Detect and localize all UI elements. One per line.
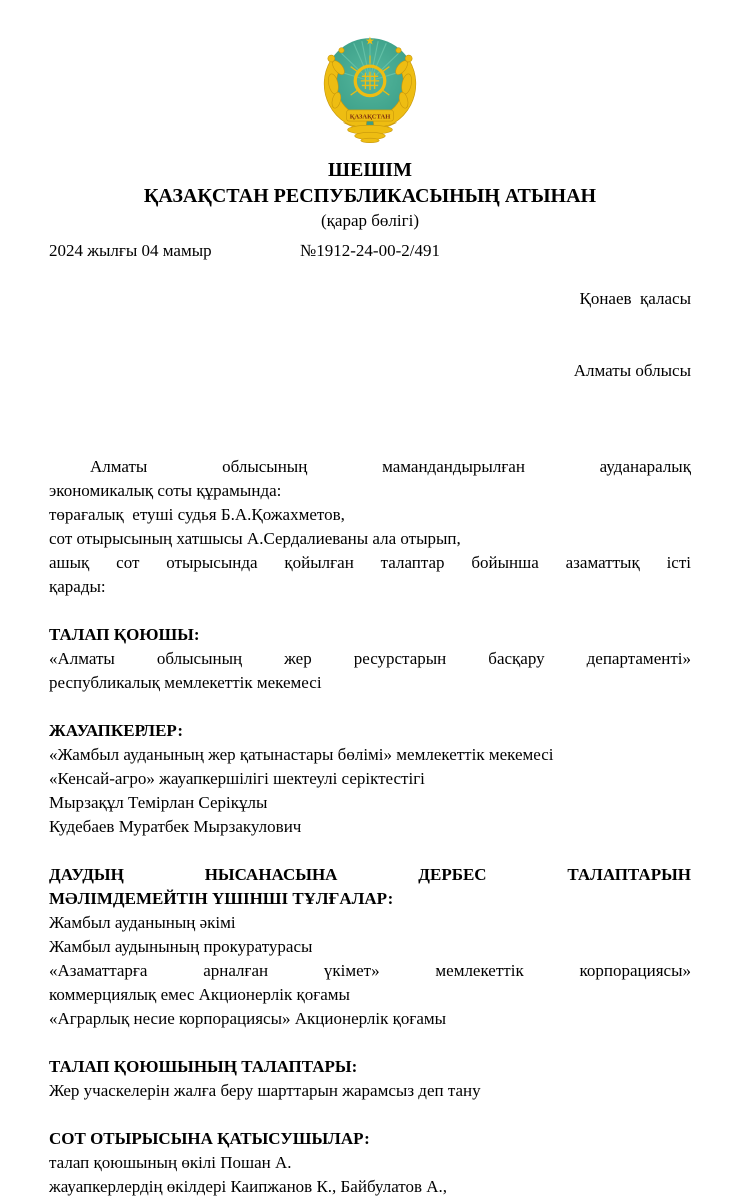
case-region: Алматы облысы xyxy=(573,361,691,380)
participant-line: талап қоюшының өкілі Пошан А. xyxy=(49,1153,292,1172)
section-third-parties-heading: ДАУДЫҢ НЫСАНАСЫНА ДЕРБЕС ТАЛАПТАРЫН xyxy=(49,865,691,884)
defendant-line: «Кенсай-агро» жауапкершілігі шектеулі серіктестігі xyxy=(49,769,425,788)
document-header xyxy=(49,157,691,232)
third-party-line: Жамбыл аудынының прокуратурасы xyxy=(49,937,313,956)
section-third-parties-heading-cont: МӘЛІМДЕМЕЙТІН ҮШІНШІ ТҰЛҒАЛАР: xyxy=(49,889,394,908)
intro-line: ашық сот отырысында қойылған талаптар бойынша азаматтық істі xyxy=(49,553,691,572)
kazakhstan-emblem-icon xyxy=(317,31,423,143)
section-plaintiff-heading: ТАЛАП ҚОЮШЫ: xyxy=(49,625,200,644)
document-body xyxy=(49,455,691,1199)
document-title-republic: ҚАЗАҚСТАН РЕСПУБЛИКАСЫНЫҢ АТЫНАН xyxy=(143,185,597,207)
section-claims-heading: ТАЛАП ҚОЮШЫНЫҢ ТАЛАПТАРЫ: xyxy=(49,1057,358,1076)
section-defendants-heading: ЖАУАПКЕРЛЕР: xyxy=(49,721,184,740)
defendant-line: Кудебаев Муратбек Мырзакулович xyxy=(49,817,302,836)
emblem-container xyxy=(49,31,691,143)
wing-base-ornament xyxy=(344,123,397,143)
third-party-line: «Аграрлық несие корпорациясы» Акционерлік қоғамы xyxy=(49,1009,447,1028)
claims-line: Жер учаскелерін жалға беру шарттарын жарамсыз деп тану xyxy=(49,1081,481,1100)
section-participants-heading: СОТ ОТЫРЫСЫНА ҚАТЫСУШЫЛАР: xyxy=(49,1129,370,1148)
case-location xyxy=(477,239,691,431)
third-party-line: Жамбыл ауданының әкімі xyxy=(49,913,236,932)
intro-line-secretary: сот отырысының хатшысы А.Сердалиеваны ала отырып, xyxy=(49,529,461,548)
participant-line: жауапкерлердің өкілдері Каипжанов К., Байбулатов А., xyxy=(49,1177,448,1196)
document-title: ШЕШІМ xyxy=(328,159,412,181)
defendant-line: Мырзақұл Темірлан Серікұлы xyxy=(49,793,268,812)
case-meta-row xyxy=(49,239,691,431)
case-date: 2024 жылғы 04 мамыр xyxy=(49,241,212,260)
case-city: Қонаев қаласы xyxy=(579,289,691,308)
defendant-line: «Жамбыл ауданының жер қатынастары бөлімі» мемлекеттік мекемесі xyxy=(49,745,554,764)
plaintiff-line: «Алматы облысының жер ресурстарын басқару департаменті» xyxy=(49,649,691,668)
case-number: №1912-24-00-2/491 xyxy=(300,241,440,260)
ribbon xyxy=(347,110,394,121)
ribbon-label: ҚАЗАҚСТАН xyxy=(349,113,391,121)
intro-line-judge: төрағалық етуші судья Б.А.Қожахметов, xyxy=(49,505,345,524)
third-party-line: «Азаматтарға арналған үкімет» мемлекеттік корпорациясы» xyxy=(49,961,691,980)
intro-line: қарады: xyxy=(49,577,106,596)
star-icon: ★ xyxy=(364,35,376,48)
intro-line: экономикалық соты құрамында: xyxy=(49,481,282,500)
intro-line: Алматы облысының мамандандырылған ауданаралық xyxy=(90,457,691,476)
plaintiff-line: республикалық мемлекеттік мекемесі xyxy=(49,673,322,692)
document-subtitle: (қарар бөлігі) xyxy=(321,211,419,230)
third-party-line: коммерциялық емес Акционерлік қоғамы xyxy=(49,985,350,1004)
